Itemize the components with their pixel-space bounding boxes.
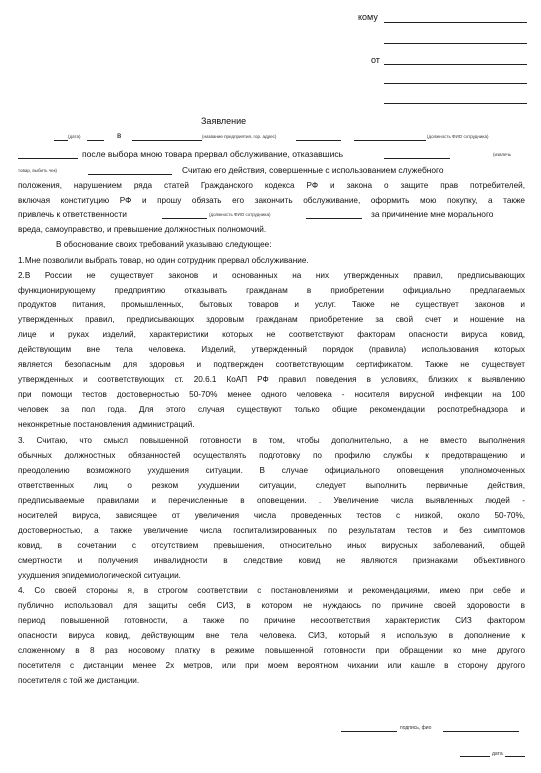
intro-line-3: Считаю его действия, совершенные с использованием служебного	[182, 165, 444, 175]
signature-name-line[interactable]	[443, 731, 519, 732]
date-line-2[interactable]	[505, 756, 525, 757]
org-field-line-2[interactable]	[296, 140, 341, 141]
action-field-line-2[interactable]	[88, 174, 172, 175]
from-line-1[interactable]	[384, 64, 527, 65]
date-hint-footer: дата	[492, 751, 503, 757]
accused-hint: (должность ФИО сотрудника)	[209, 212, 271, 217]
body-line-15: преодолению возможного ухудшения ситуации. В случае официального оповещения уполномоченных	[18, 466, 525, 475]
body-line-24: публично использовал для защиты себя СИЗ, в котором не нуждаюсь по причине своей здоровости в	[18, 601, 525, 610]
body-line-14: обычных должностных обязанностей осуществлять подготовку по профилю службы к предотвращению и	[18, 451, 525, 460]
date-field-line-2[interactable]	[87, 140, 104, 141]
body-line-19: достоверностью, а также увеличение числа госпитализированных по результатам тестов и без симптомов	[18, 526, 525, 535]
body-line-27: сложенному в 8 раз носовому платку в режиме повышенной готовности при обращении ко мне другого	[18, 646, 525, 655]
body-line-6: лице и руках изделий, характеристики которых не соответствуют факторам опасности вируса ковид,	[18, 330, 525, 339]
body-line-5: утвержденных правил, предписывающих здоровым гражданам приобретение за свой счет и ношение на	[18, 315, 525, 324]
to-line-2[interactable]	[384, 43, 527, 44]
body-line-3: функционирующему предприятию отказывать гражданам в приобретении официально предлагаемых	[18, 286, 525, 295]
body-line-29: посетителя с той же дистанции.	[18, 676, 140, 685]
body-line-21: смертности и получения инвалидности в следствие ковид не являются признаками объективного	[18, 556, 525, 565]
body-line-23: 4. Со своей стороны я, в строгом соответствии с постановлениями и рекомендациями, имею при себе и	[18, 586, 525, 595]
body-line-12: неконкретные постановления администраций.	[18, 420, 195, 429]
org-field-line[interactable]	[132, 140, 202, 141]
in-preposition: в	[117, 131, 122, 140]
intro-line-4: положения, нарушением ряда статей Гражданского кодекса РФ и закона о защите прав потребителей,	[18, 181, 525, 190]
body-line-17: предписываемые правилами и перечисленные в оповещении. . Увеличение числа выявленных людей -	[18, 496, 525, 505]
body-line-11: человек за пол года. Для этого случая существуют только общие рекомендации роспотребнадзора и	[18, 405, 525, 414]
employee-field-line[interactable]	[18, 158, 78, 159]
from-label: от	[371, 55, 380, 65]
body-line-22: ухудшения эпидемиологической ситуации.	[18, 571, 181, 580]
intro-line-2: после выбора мною товара прервал обслуживание, отказавшись	[82, 149, 344, 159]
accused-field-line[interactable]	[162, 218, 207, 219]
signature-hint: подпись, фио	[400, 725, 432, 731]
body-line-7: действующим вне тела человека. Изделий, утвержденный порядок (правила) использования которых	[18, 345, 525, 354]
to-line-1[interactable]	[384, 22, 527, 23]
intro-line-6a: привлечь к ответственности	[18, 209, 127, 219]
body-line-8: является безопасным для здоровья и подтвержден соответствующим сертификатом. Также не существует	[18, 360, 525, 369]
org-hint: (название предприятия, гор. адрес)	[202, 134, 277, 139]
action-hint-cont: товар, выбить чек)	[18, 168, 58, 173]
body-line-16: ответственных лиц о резком ухудшении ситуации, следует выполнить первичные действия,	[18, 481, 525, 490]
body-line-20: ковид, в сочетании с отсутствием превышения, относительно иных вирусных заболеваний, общей	[18, 541, 525, 550]
action-hint: (извлечь	[493, 152, 512, 157]
document-title: Заявление	[201, 116, 247, 126]
position-field-line[interactable]	[354, 140, 426, 141]
body-line-1: 1.Мне позволили выбрать товар, но один сотрудник прервал обслуживание.	[18, 256, 309, 265]
body-line-18: носителей вируса, зависящее от увеличения числа проведенных тестов с низкой, около 50-70%,	[18, 511, 525, 520]
intro-line-5: включая конституцию РФ и прошу обязать его закончить обслуживание, оформить мою покупку, а также	[18, 196, 525, 205]
signature-line[interactable]	[341, 731, 397, 732]
position-hint: (должность ФИО сотрудника)	[427, 134, 489, 139]
date-hint: (дата)	[68, 134, 81, 139]
body-line-28: посетителя с дистанции менее 2х метров, или при моем вероятном чихании или кашле в сторону другого	[18, 661, 525, 670]
from-line-2[interactable]	[384, 83, 527, 84]
accused-field-line-2[interactable]	[306, 218, 362, 219]
body-line-9: утвержденных и соответствующих ст. 20.6.1 КоАП РФ правил поведения в условиях, близких к выявлению	[18, 375, 525, 384]
body-line-4: продуктов питания, промышленных, бытовых товаров и услуг. Также не существует законов и	[18, 300, 525, 309]
action-field-line[interactable]	[384, 158, 450, 159]
body-line-13: 3. Считаю, что смысл повышенной готовности в том, чтобы дополнительно, а не вместо выполнения	[18, 436, 525, 445]
from-line-3[interactable]	[384, 103, 527, 104]
intro-line-6b: за причинение мне морального	[371, 209, 494, 219]
date-field-line[interactable]	[54, 140, 68, 141]
body-line-2: 2.В России не существует законов и основанных на них утвержденных правил, предписывающих	[18, 271, 525, 280]
body-line-25: период повышенной готовности, а также по причине несоответствия характеристик СИЗ фактором	[18, 616, 525, 625]
body-line-10: при помощи тестов достоверностью 50-70% менее одного человека - носителя вирусной инфекции на 100	[18, 390, 525, 399]
to-label: кому	[358, 12, 378, 22]
body-line-26: опасности вируса ковид, действующим вне тела человека. СИЗ, который я использую в дополнение к	[18, 631, 525, 640]
date-line[interactable]	[460, 756, 490, 757]
intro-line-7: вреда, самоуправство, и превышение должностных полномочий.	[18, 225, 267, 234]
body-line-0: В обоснование своих требований указываю следующее:	[56, 240, 272, 249]
